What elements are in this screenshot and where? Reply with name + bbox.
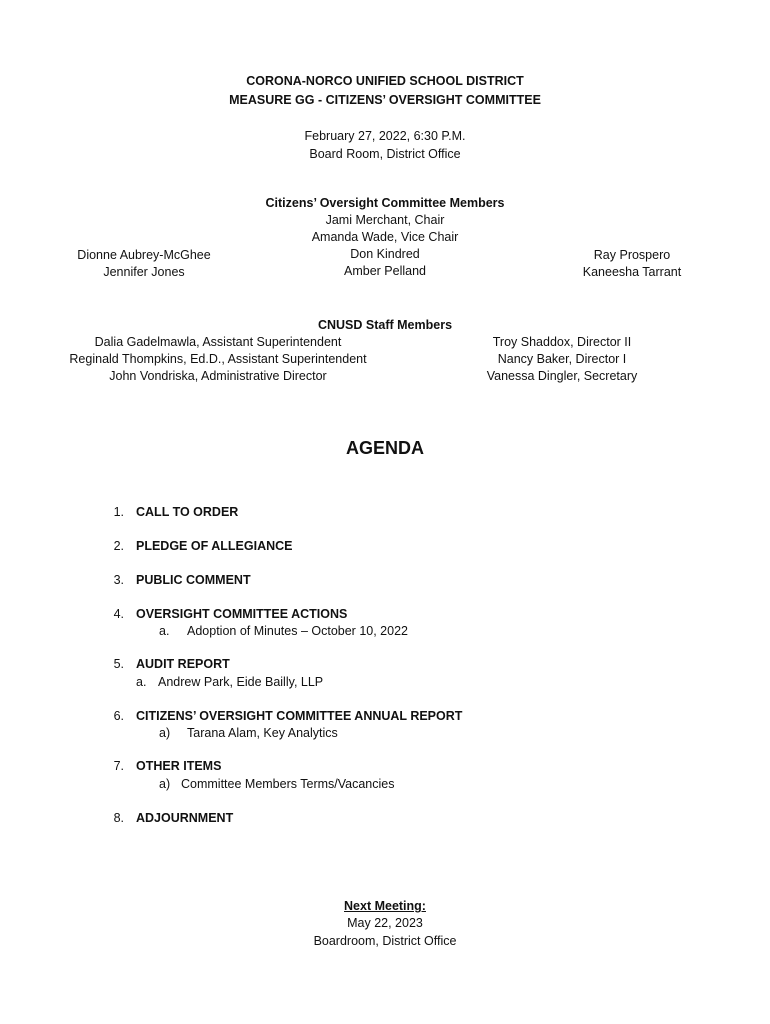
agenda-item-number: 2. [113,539,124,553]
committee-name: MEASURE GG - CITIZENS’ OVERSIGHT COMMITTEE [229,93,541,107]
agenda-subitem-text: Tarana Alam, Key Analytics [187,726,338,740]
agenda-subitem-text: Committee Members Terms/Vacancies [181,777,395,791]
next-meeting-heading-row [0,898,770,915]
agenda-item-label: CITIZENS’ OVERSIGHT COMMITTEE ANNUAL REPORT [136,709,463,723]
agenda-subitem-letter: a. [159,624,170,638]
staff-left-column [58,334,378,385]
agenda-item-label: OVERSIGHT COMMITTEE ACTIONS [136,607,348,621]
member-name: Jennifer Jones [103,265,185,279]
agenda-item-label: OTHER ITEMS [136,759,222,773]
agenda-item-label: CALL TO ORDER [136,505,239,519]
member-name: Kaneesha Tarrant [582,265,682,279]
agenda-item-number: 3. [113,573,124,587]
member-name: Jami Merchant, Chair [325,213,445,227]
staff-heading: CNUSD Staff Members [317,318,453,332]
staff-name: Dalia Gadelmawla, Assistant Superintendent [94,335,342,349]
next-meeting-heading: Next Meeting: [344,899,426,913]
agenda-item-number: 5. [113,657,124,671]
agenda-item-number: 7. [113,759,124,773]
member-name: Don Kindred [350,247,420,261]
member-name: Amanda Wade, Vice Chair [311,230,459,244]
meeting-date: February 27, 2022, 6:30 P.M. [304,129,466,143]
agenda-item-number: 6. [113,709,124,723]
member-name: Amber Pelland [344,264,426,278]
agenda-item-label: ADJOURNMENT [136,811,234,825]
agenda-item-label: AUDIT REPORT [136,657,230,671]
member-name: Dionne Aubrey-McGhee [77,248,211,262]
agenda-subitem-letter: a) [159,726,171,740]
agenda-item-label: PUBLIC COMMENT [136,573,251,587]
district-name: CORONA-NORCO UNIFIED SCHOOL DISTRICT [246,74,524,88]
agenda-title: AGENDA [345,438,424,458]
next-meeting-location: Boardroom, District Office [313,934,457,948]
members-center-column [235,212,535,280]
staff-name: Troy Shaddox, Director II [492,335,632,349]
agenda-item-number: 8. [113,811,124,825]
members-right-column [542,247,722,281]
staff-name: John Vondriska, Administrative Director [109,369,327,383]
staff-name: Reginald Thompkins, Ed.D., Assistant Superintendent [69,352,367,366]
agenda-item-number: 1. [113,505,124,519]
agenda-item-label: PLEDGE OF ALLEGIANCE [136,539,293,553]
staff-name: Vanessa Dingler, Secretary [486,369,638,383]
agenda-subitem-text: Adoption of Minutes – October 10, 2022 [187,624,408,638]
members-left-column [44,247,244,281]
agenda-item-number: 4. [113,607,124,621]
agenda-subitem-letter: a. [136,675,147,689]
staff-name: Nancy Baker, Director I [497,352,627,366]
staff-right-column [472,334,652,385]
agenda-subitem-letter: a) [159,777,171,791]
agenda-subitem-text: Andrew Park, Eide Bailly, LLP [158,675,324,689]
meeting-location: Board Room, District Office [309,147,461,161]
members-heading: Citizens’ Oversight Committee Members [265,196,505,210]
member-name: Ray Prospero [593,248,671,262]
next-meeting-date: May 22, 2023 [347,916,423,930]
